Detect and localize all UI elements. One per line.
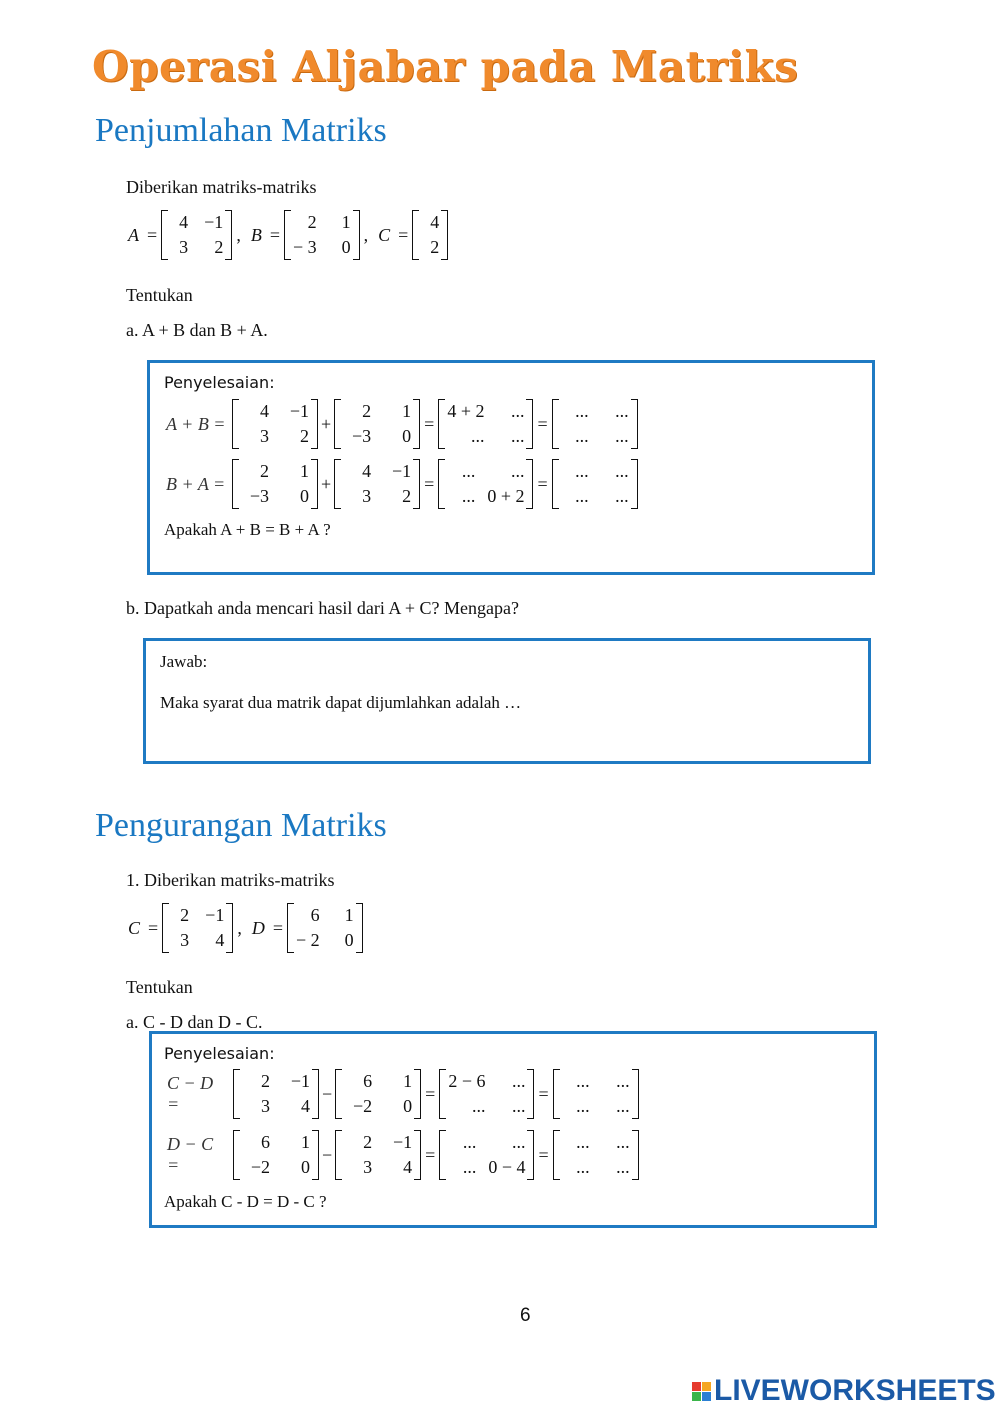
solution-box-addition [147,360,875,575]
section-heading-subtraction: Pengurangan Matriks [95,807,387,844]
tentukan-text: Tentukan [126,285,193,305]
requirement-text: Maka syarat dua matrik dapat dijumlahkan adalah … [160,693,522,712]
equation-row-b-plus-a: B + A = 2 1 −3 0 + 4 −1 3 2 = ... ... ... 0 + 2 = ... ... ... ... [166,459,638,509]
intro-text: Diberikan matriks-matriks [126,177,317,197]
page-number: 6 [520,1305,531,1326]
commutativity-question: Apakah C - D = D - C ? [164,1192,327,1211]
matrix: 2 −1 3 4 [335,1130,421,1180]
answer-matrix[interactable]: 4 + 2 ... ... ... [438,399,533,449]
answer-matrix[interactable]: ... ... ... ... [553,1130,639,1180]
question-a: a. A + B dan B + A. [126,320,268,340]
matrix: 2 −1 3 4 [233,1069,319,1119]
matrix-c: 4 2 [412,210,448,260]
logo-text: LIVEWORKSHEETS [714,1374,996,1407]
given-matrices-cd: C = 2 −1 3 4 , D = 6 1 − 2 0 [128,903,363,953]
matrix: 2 1 −3 0 [232,459,318,509]
question-b: b. Dapatkah anda mencari hasil dari A + C? Mengapa? [126,598,520,618]
answer-matrix[interactable]: ... ... ... ... [552,399,638,449]
matrix-c-label: C [378,224,391,245]
question-a: a. C - D dan D - C. [126,1012,263,1032]
matrix: 6 1 −2 0 [335,1069,421,1119]
matrix: 4 −1 3 2 [334,459,420,509]
tentukan-text: Tentukan [126,977,193,997]
page-title: Operasi Aljabar pada Matriks [92,42,799,91]
matrix-c-label: C [128,917,141,938]
equation-row-d-minus-c: D − C = 6 1 −2 0 − 2 −1 3 4 = ... ... ... 0 − 4 = ... ... ... ... [167,1130,639,1180]
given-matrices-abc: A = 4 −1 3 2 , B = 2 1 − 3 0 , C = 4 2 [128,210,448,260]
solution-label: Penyelesaian: [164,373,275,392]
intro-text: 1. Diberikan matriks-matriks [126,870,335,890]
matrix-c: 2 −1 3 4 [162,903,233,953]
commutativity-question: Apakah A + B = B + A ? [164,520,331,539]
section-heading-addition: Penjumlahan Matriks [95,112,387,149]
matrix-b-label: B [250,224,262,245]
answer-box-addition[interactable] [143,638,871,764]
solution-box-subtraction [149,1031,877,1228]
matrix: 2 1 −3 0 [334,399,420,449]
answer-label: Jawab: [160,652,208,671]
solution-label: Penyelesaian: [164,1044,275,1063]
answer-matrix[interactable]: ... ... ... 0 − 4 [439,1130,534,1180]
liveworksheets-logo[interactable] [692,1374,996,1408]
matrix-a: 4 −1 3 2 [161,210,232,260]
matrix: 6 1 −2 0 [233,1130,319,1180]
answer-matrix[interactable]: ... ... ... ... [552,459,638,509]
answer-matrix[interactable]: ... ... ... 0 + 2 [438,459,533,509]
answer-matrix[interactable]: ... ... ... ... [553,1069,639,1119]
matrix-d-label: D [251,917,265,938]
logo-icon [692,1382,711,1401]
matrix: 4 −1 3 2 [232,399,318,449]
answer-matrix[interactable]: 2 − 6 ... ... ... [439,1069,534,1119]
matrix-b: 2 1 − 3 0 [284,210,360,260]
equation-row-c-minus-d: C − D = 2 −1 3 4 − 6 1 −2 0 = 2 − 6 ... ... ... = ... ... ... ... [167,1069,639,1119]
matrix-d: 6 1 − 2 0 [287,903,363,953]
equation-row-a-plus-b: A + B = 4 −1 3 2 + 2 1 −3 0 = 4 + 2 ... ... ... = ... ... ... ... [166,399,638,449]
matrix-a-label: A [128,224,139,245]
